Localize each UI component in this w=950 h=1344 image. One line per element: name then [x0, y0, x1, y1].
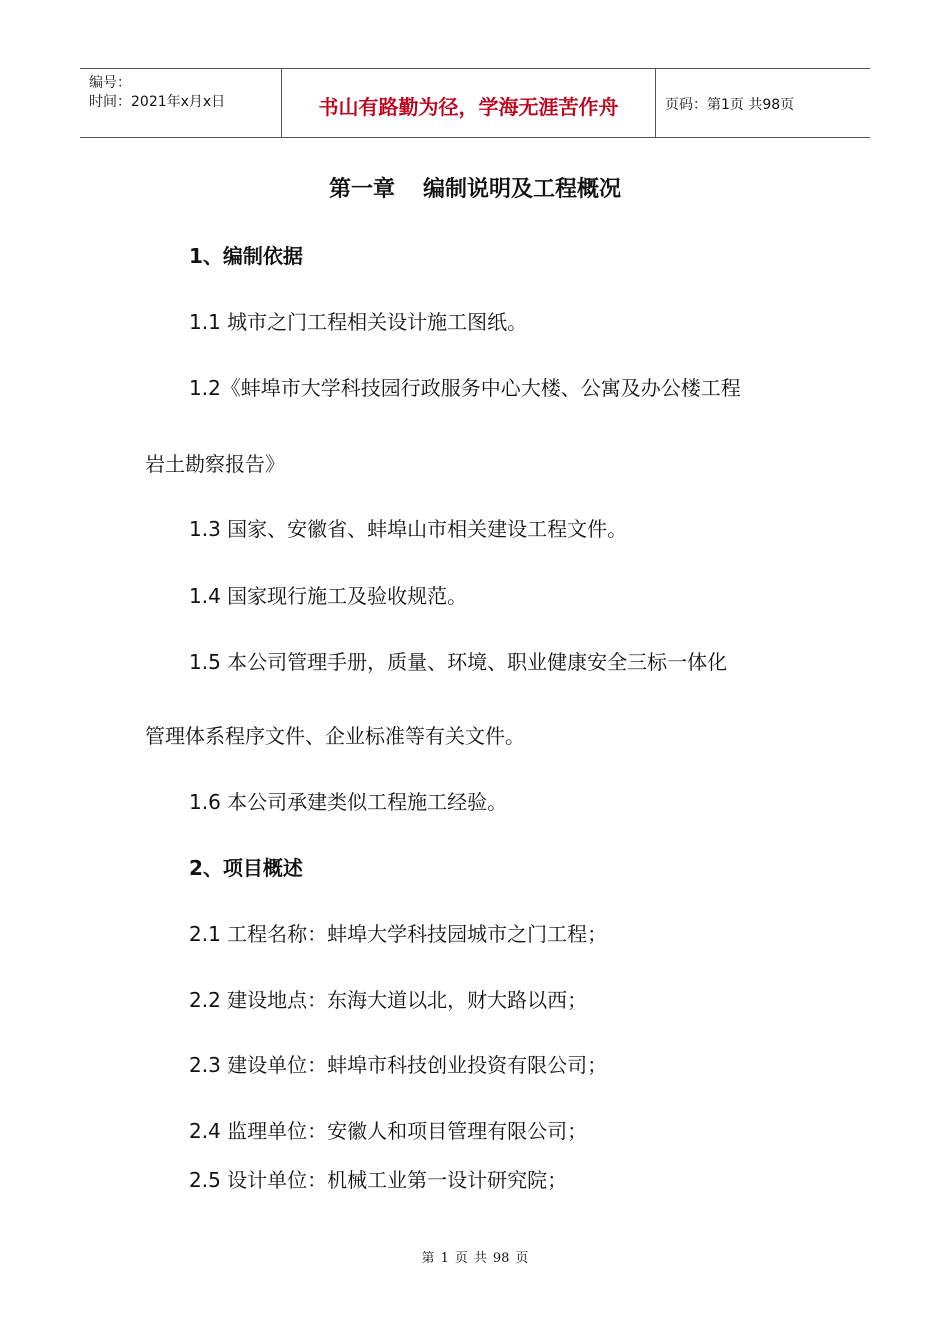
document-time-label: 时间：2021年x月x日 — [89, 94, 226, 110]
paragraph-2-2: 2.2 建设地点：东海大道以北，财大路以西； — [189, 988, 588, 1012]
paragraph-1-3: 1.3 国家、安徽省、蚌埠山市相关建设工程文件。 — [189, 517, 628, 541]
section-heading-1: 1、编制依据 — [189, 244, 303, 268]
section-heading-2: 2、项目概述 — [189, 856, 303, 880]
footer-page-number: 1 — [440, 1251, 449, 1266]
paragraph-1-4: 1.4 国家现行施工及验收规范。 — [189, 584, 468, 608]
paragraph-2-3 — [189, 1049, 607, 1078]
chapter-name: 编制说明及工程概况 — [423, 177, 622, 202]
paragraph-2-5 — [189, 1164, 567, 1193]
footer-di: 第 — [421, 1251, 435, 1266]
paragraph-1-6: 1.6 本公司承建类似工程施工经验。 — [189, 790, 508, 814]
header-right-cell — [656, 69, 870, 137]
chapter-number: 第一章 — [328, 177, 395, 202]
paragraph-1-2-line1: 1.2《蚌埠市大学科技园行政服务中心大楼、公寓及办公楼工程 — [189, 376, 741, 400]
header-left-cell — [80, 69, 280, 137]
paragraph-2-3-label: 2.3 建设单位： — [189, 1053, 328, 1077]
paragraph-1-2-line2: 岩土勘察报告》 — [145, 452, 285, 476]
header-middle-cell — [281, 69, 656, 137]
footer-gong: 共 — [473, 1251, 487, 1266]
footer-ye2: 页 — [515, 1251, 529, 1266]
paragraph-2-1: 2.1 工程名称：蚌埠大学科技园城市之门工程； — [189, 922, 608, 946]
paragraph-1-5-line2: 管理体系程序文件、企业标准等有关文件。 — [145, 724, 525, 748]
page-footer — [0, 1247, 950, 1266]
paragraph-1-5-line1: 1.5 本公司管理手册，质量、环境、职业健康安全三标一体化 — [189, 650, 728, 674]
paragraph-2-5-label: 2.5 设计单位： — [189, 1168, 328, 1192]
paragraph-2-5-value: 机械工业第一设计研究院； — [327, 1168, 568, 1192]
paragraph-1-1: 1.1 城市之门工程相关设计施工图纸。 — [189, 310, 528, 334]
footer-total-pages: 98 — [492, 1251, 510, 1266]
chapter-title — [0, 172, 950, 203]
paragraph-2-3-value: 蚌埠市科技创业投资有限公司； — [327, 1053, 608, 1077]
page-header — [80, 68, 870, 138]
paragraph-2-4 — [189, 1115, 587, 1144]
header-motto: 书山有路勤为径，学海无涯苦作舟 — [318, 95, 619, 119]
footer-ye: 页 — [454, 1251, 468, 1266]
document-number-label: 编号： — [89, 75, 131, 91]
header-page-info: 页码：第1页 共98页 — [665, 97, 795, 113]
paragraph-2-4-label: 2.4 监理单位： — [189, 1119, 328, 1143]
paragraph-2-4-value: 安徽人和项目管理有限公司； — [327, 1119, 588, 1143]
